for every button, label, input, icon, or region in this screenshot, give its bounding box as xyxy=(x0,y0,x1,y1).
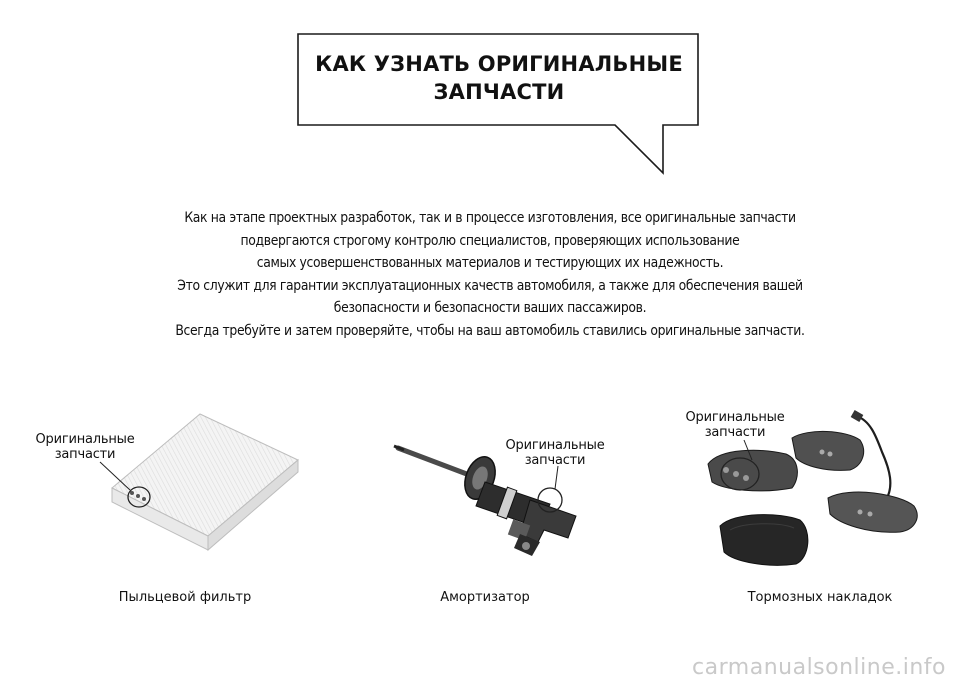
filter-callout: Оригинальные запчасти xyxy=(35,432,135,462)
intro-line: подвергаются строгому контролю специалистов, проверяющих использование xyxy=(240,232,740,249)
page-title xyxy=(300,50,698,106)
filter-caption: Пыльцевой фильтр xyxy=(118,590,252,605)
brake-pads-image xyxy=(700,408,940,580)
intro-line: Всегда требуйте и затем проверяйте, чтобы на ваш автомобиль ставились оригинальные запчасти. xyxy=(175,322,805,339)
watermark: carmanualsonline.info xyxy=(692,655,946,680)
shock-caption: Амортизатор xyxy=(440,590,530,605)
intro-line: самых усовершенствованных материалов и тестирующих их надежность. xyxy=(256,255,724,272)
shock-absorber-image xyxy=(390,430,590,570)
pollen-filter-image xyxy=(60,400,320,570)
brake-callout: Оригинальные запчасти xyxy=(685,410,785,440)
intro-line: Это служит для гарантии эксплуатационных качеств автомобиля, а также для обеспечения вашей xyxy=(177,277,803,294)
intro-line: безопасности и безопасности ваших пассажиров. xyxy=(333,300,647,317)
brake-caption: Тормозных накладок xyxy=(747,590,893,605)
intro-line: Как на этапе проектных разработок, так и в процессе изготовления, все оригинальные запчасти xyxy=(184,210,796,226)
shock-callout: Оригинальные запчасти xyxy=(505,438,605,468)
intro-paragraph xyxy=(120,207,860,343)
title-line-2: ЗАПЧАСТИ xyxy=(433,80,565,104)
title-line-1: КАК УЗНАТЬ ОРИГИНАЛЬНЫЕ xyxy=(315,52,683,76)
